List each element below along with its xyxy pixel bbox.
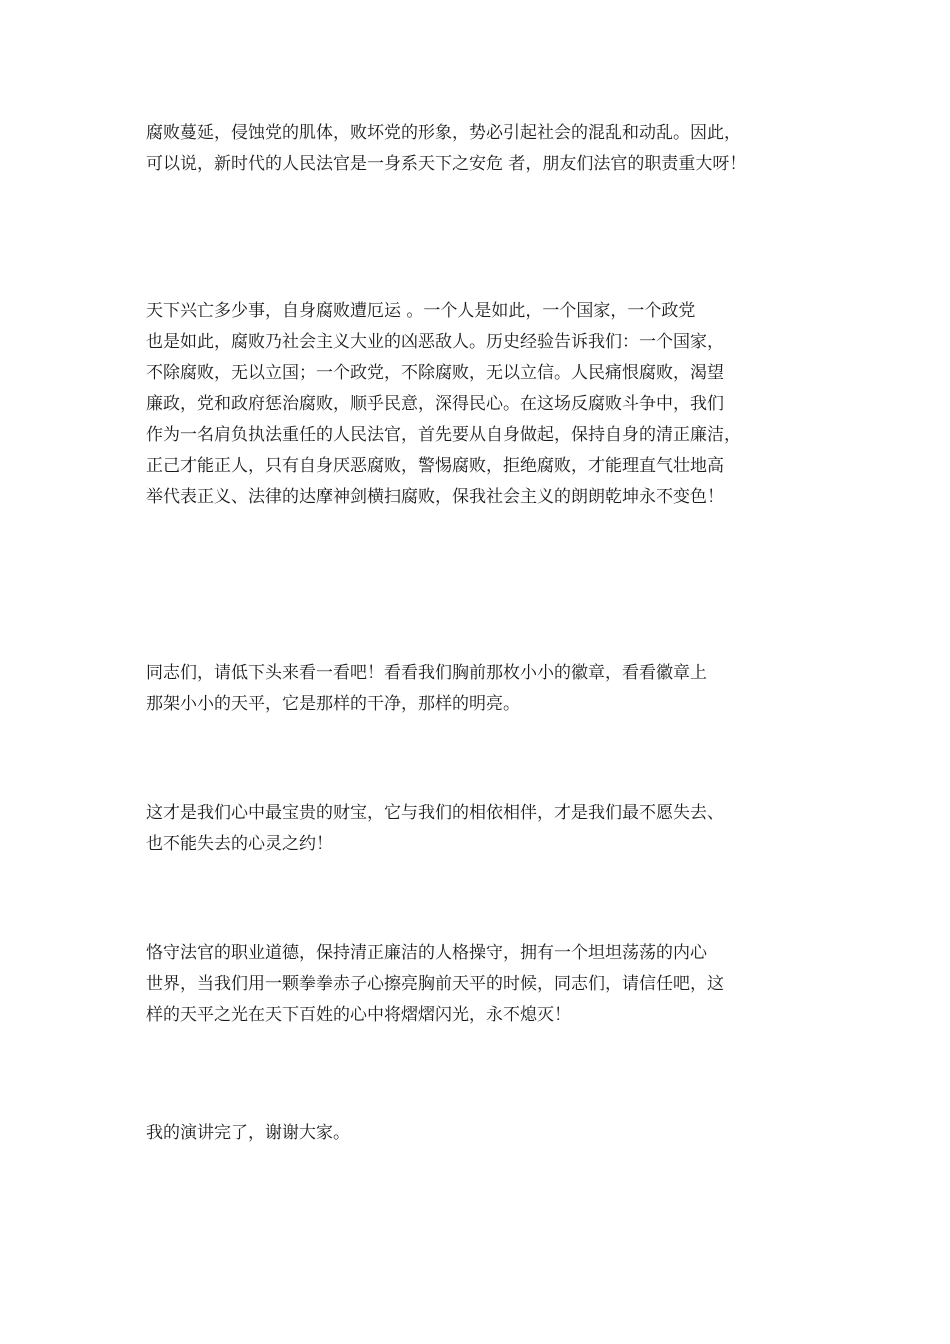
text-line: 那架小小的天平，它是那样的干净，那样的明亮。 <box>146 694 520 714</box>
text-line: 恪守法官的职业道德，保持清正廉洁的人格操守，拥有一个坦坦荡荡的内心 <box>146 943 707 963</box>
text-line: 样的天平之光在天下百姓的心中将熠熠闪光，永不熄灭！ <box>146 1005 571 1025</box>
text-line: 不除腐败，无以立国；一个政党，不除腐败，无以立信。人民痛恨腐败，渴望 <box>146 363 724 383</box>
text-line: 也不能失去的心灵之约！ <box>146 834 333 854</box>
text-line: 我的演讲完了，谢谢大家。 <box>146 1123 350 1143</box>
text-line: 作为一名肩负执法重任的人民法官，首先要从自身做起，保持自身的清正廉洁， <box>146 425 741 445</box>
text-line: 廉政，党和政府惩治腐败，顺乎民意，深得民心。在这场反腐败斗争中，我们 <box>146 394 724 414</box>
paragraph-4 <box>146 798 826 860</box>
text-line: 这才是我们心中最宝贵的财宝，它与我们的相依相伴，才是我们最不愿失去、 <box>146 803 724 823</box>
text-line: 腐败蔓延，侵蚀党的肌体，败坏党的形象，势必引起社会的混乱和动乱。因此， <box>146 123 741 143</box>
text-line: 同志们，请低下头来看一看吧！看看我们胸前那枚小小的徽章，看看徽章上 <box>146 663 707 683</box>
text-line: 世界，当我们用一颗拳拳赤子心擦亮胸前天平的时候，同志们，请信任吧，这 <box>146 974 724 994</box>
paragraph-6 <box>146 1118 826 1149</box>
paragraph-1 <box>146 118 826 180</box>
text-line: 也是如此，腐败乃社会主义大业的凶恶敌人。历史经验告诉我们：一个国家， <box>146 332 724 352</box>
paragraph-3 <box>146 658 826 720</box>
text-line: 正己才能正人，只有自身厌恶腐败，警惕腐败，拒绝腐败，才能理直气壮地高 <box>146 456 724 476</box>
paragraph-5 <box>146 938 826 1031</box>
text-line: 可以说，新时代的人民法官是一身系天下之安危 者，朋友们法官的职责重大呀！ <box>146 154 747 174</box>
paragraph-2 <box>146 296 826 513</box>
text-line: 举代表正义、法律的达摩神剑横扫腐败，保我社会主义的朗朗乾坤永不变色！ <box>146 487 724 507</box>
text-line: 天下兴亡多少事，自身腐败遭厄运 。一个人是如此，一个国家，一个政党 <box>146 301 696 321</box>
